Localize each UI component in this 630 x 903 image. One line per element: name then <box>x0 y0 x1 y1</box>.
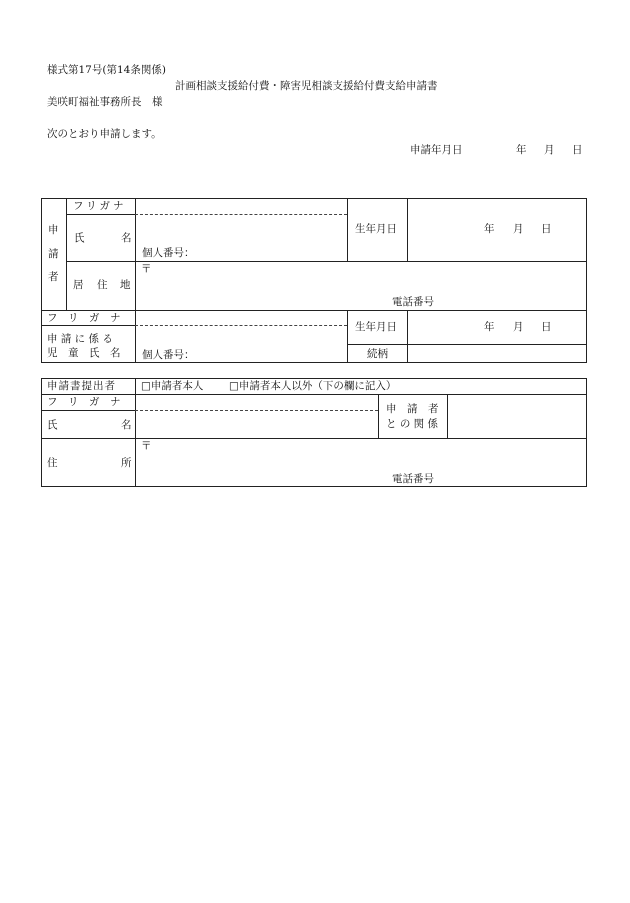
application-date-year: 年 <box>516 144 527 156</box>
submitter-label: 申請書提出者 <box>47 380 116 392</box>
submitter-option-self[interactable]: □申請者本人 <box>141 380 204 392</box>
applicant-address-label-2: 住 <box>97 279 108 291</box>
submitter-address-label-1: 住 <box>47 457 58 469</box>
submitter-option-other[interactable]: □申請者本人以外（下の欄に記入） <box>229 380 397 392</box>
submitter-name-label-1: 氏 <box>47 419 58 431</box>
submitter-phone-label: 電話番号 <box>392 473 434 485</box>
form-title: 計画相談支援給付費・障害児相談支援給付費支給申請書 <box>175 80 438 92</box>
applicant-address-label-3: 地 <box>120 279 131 291</box>
applicant-name-label-1: 氏 <box>74 232 85 244</box>
child-furigana-label: フ リ ガ ナ <box>47 312 121 324</box>
submitter-relation-field[interactable] <box>448 395 587 438</box>
applicant-table <box>41 198 587 363</box>
child-relation-field[interactable] <box>408 345 587 363</box>
child-name-label-line1: 申 請 に 係 る <box>47 333 113 345</box>
applicant-section-label-2: 請 <box>48 248 59 260</box>
application-date-label: 申請年月日 <box>410 144 463 156</box>
child-birth-day: 日 <box>541 321 552 333</box>
submitter-address-field[interactable] <box>136 439 587 487</box>
submitter-furigana-field[interactable] <box>136 395 378 410</box>
child-name-field[interactable] <box>136 326 347 363</box>
child-name-label-line2: 児 童 氏 名 <box>47 347 121 359</box>
submitter-postal-mark: 〒 <box>141 440 152 452</box>
submitter-relation-label-line2: と の 関 係 <box>386 418 439 430</box>
application-date-day: 日 <box>572 144 583 156</box>
applicant-phone-label: 電話番号 <box>392 296 434 308</box>
applicant-section-label-1: 申 <box>48 224 59 236</box>
applicant-name-label-2: 名 <box>121 232 132 244</box>
applicant-section-label-3: 者 <box>48 271 59 283</box>
applicant-birth-year: 年 <box>484 223 495 235</box>
submitter-address-label-2: 所 <box>121 457 132 469</box>
submitter-furigana-label: フ リ ガ ナ <box>47 396 121 408</box>
form-number: 様式第17号(第14条関係) <box>47 64 166 76</box>
addressee: 美咲町福祉事務所長 様 <box>47 96 163 108</box>
applicant-furigana-label: フリガナ <box>73 200 127 212</box>
child-my-number-label: 個人番号： <box>142 349 195 361</box>
applicant-birth-day: 日 <box>541 223 552 235</box>
child-birth-label: 生年月日 <box>355 321 397 333</box>
applicant-name-field[interactable] <box>136 215 347 245</box>
submitter-relation-label-line1: 申 請 者 <box>386 403 439 415</box>
applicant-birth-field[interactable] <box>408 199 587 261</box>
child-furigana-field[interactable] <box>136 311 347 325</box>
child-birth-month: 月 <box>513 321 524 333</box>
submitter-table <box>41 378 587 487</box>
applicant-furigana-field[interactable] <box>136 199 347 214</box>
submitter-name-label-2: 名 <box>121 419 132 431</box>
applicant-birth-label: 生年月日 <box>355 223 397 235</box>
applicant-postal-mark: 〒 <box>141 263 152 275</box>
applicant-address-field[interactable] <box>136 262 587 310</box>
applicant-address-label-1: 居 <box>73 279 84 291</box>
child-birth-field[interactable] <box>408 311 587 344</box>
intro-text: 次のとおり申請します。 <box>47 128 162 140</box>
child-relation-label: 続柄 <box>367 348 388 360</box>
submitter-name-field[interactable] <box>136 411 378 438</box>
applicant-my-number-label: 個人番号： <box>142 247 195 259</box>
application-date-month: 月 <box>544 144 555 156</box>
applicant-birth-month: 月 <box>513 223 524 235</box>
child-birth-year: 年 <box>484 321 495 333</box>
